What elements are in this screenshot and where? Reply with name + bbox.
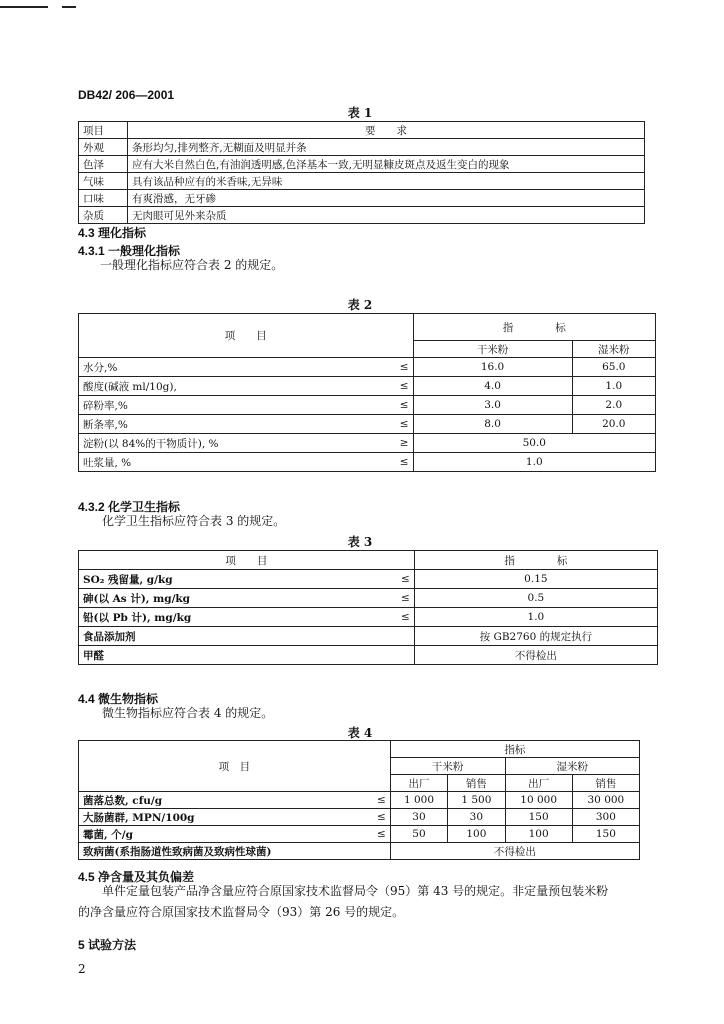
table-cell: 按 GB2760 的规定执行 — [414, 627, 657, 646]
table-cell: 水分,% — [79, 358, 391, 377]
table4-header-indicator: 指标 — [390, 741, 639, 758]
table-cell — [392, 646, 415, 665]
table-cell: 150 — [505, 809, 572, 826]
table2-caption: 表 2 — [347, 298, 373, 312]
table-cell: 2.0 — [572, 396, 655, 415]
section-4-3-2-heading: 4.3.2 化学卫生指标 — [78, 500, 181, 514]
table4-caption: 表 4 — [347, 726, 373, 740]
table3-header-indicator: 指 标 — [414, 551, 657, 570]
table-cell: 0.15 — [414, 570, 657, 589]
table-cell: 出厂 — [505, 775, 572, 792]
table-cell: ≤ — [368, 826, 391, 843]
table-cell: 有爽滑感，无牙碜 — [128, 190, 645, 207]
table4-header-item: 项 目 — [79, 741, 391, 792]
table-cell: 65.0 — [572, 358, 655, 377]
table-cell: ≤ — [368, 792, 391, 809]
table-cell: 断条率,% — [79, 415, 391, 434]
table-cell: 杂质 — [79, 207, 128, 224]
table-cell: 150 — [572, 826, 639, 843]
table-cell: 甲醛 — [79, 646, 392, 665]
table-cell: 50 — [390, 826, 447, 843]
table-cell: ≤ — [392, 570, 415, 589]
section-4-5-line1: 单件定量包装产品净含量应符合原国家技术监督局令（95）第 43 号的规定。非定量预包装米粉 — [102, 884, 609, 898]
table1-header-item: 项目 — [79, 122, 128, 139]
table-cell: 0.5 — [414, 589, 657, 608]
table-cell: 气味 — [79, 173, 128, 190]
section-4-3-2-text: 化学卫生指标应符合表 3 的规定。 — [102, 514, 286, 528]
table-cell: 口味 — [79, 190, 128, 207]
doc-number: DB42/ 206—2001 — [78, 88, 175, 102]
table-cell: 30 — [448, 809, 505, 826]
table-cell: 条形均匀,排列整齐,无糊面及明显并条 — [128, 139, 645, 156]
table-cell: 色泽 — [79, 156, 128, 173]
table-cell: 霉菌, 个/g — [79, 826, 368, 843]
table-cell: 100 — [448, 826, 505, 843]
table-cell: 50.0 — [413, 434, 655, 453]
table-row — [79, 377, 656, 396]
table-cell: 食品添加剂 — [79, 627, 392, 646]
section-4-4-text: 微生物指标应符合表 4 的规定。 — [102, 706, 274, 720]
table-cell: 1.0 — [572, 377, 655, 396]
table2-header-wet: 湿米粉 — [572, 341, 655, 358]
table-row — [79, 843, 640, 860]
table4-header-wet: 湿米粉 — [505, 758, 639, 775]
table-row — [79, 396, 656, 415]
table-cell: 30 — [390, 809, 447, 826]
table-cell: 淀粉(以 84%的干物质计), % — [79, 434, 391, 453]
table1 — [78, 121, 645, 224]
table-cell: 10 000 — [505, 792, 572, 809]
section-4-3-1-text: 一般理化指标应符合表 2 的规定。 — [100, 258, 284, 272]
section-4-3-1-heading: 4.3.1 一般理化指标 — [78, 244, 181, 258]
table-row — [79, 173, 645, 190]
table-cell: 16.0 — [413, 358, 572, 377]
table-cell: 无肉眼可见外来杂质 — [128, 207, 645, 224]
table4-header-dry: 干米粉 — [390, 758, 505, 775]
table-row — [79, 809, 640, 826]
table-row — [79, 139, 645, 156]
table-row — [79, 434, 656, 453]
scan-edge-line — [62, 6, 76, 8]
table-cell: 致病菌(系指肠道性致病菌及致病性球菌) — [79, 843, 368, 860]
section-4-3-heading: 4.3 理化指标 — [78, 226, 147, 240]
table-row — [79, 608, 658, 627]
table-cell: 20.0 — [572, 415, 655, 434]
table-cell: 菌落总数, cfu/g — [79, 792, 368, 809]
page-number: 2 — [78, 962, 86, 976]
table-cell: 酸度(碱液 ml/10g), — [79, 377, 391, 396]
table2 — [78, 313, 656, 472]
table-cell: 不得检出 — [414, 646, 657, 665]
table-cell: 1 500 — [448, 792, 505, 809]
table3-header-item: 项 目 — [79, 551, 415, 570]
table1-caption: 表 1 — [347, 106, 373, 120]
table-cell: 销售 — [448, 775, 505, 792]
section-4-5-line2: 的净含量应符合原国家技术监督局令（93）第 26 号的规定。 — [78, 905, 405, 919]
section-4-4-heading: 4.4 微生物指标 — [78, 692, 159, 706]
table3 — [78, 550, 658, 665]
table-row — [79, 826, 640, 843]
table-cell: 大肠菌群, MPN/100g — [79, 809, 368, 826]
table-cell: 1 000 — [390, 792, 447, 809]
table-row — [79, 551, 658, 570]
table-cell: 外观 — [79, 139, 128, 156]
section-4-5-heading: 4.5 净含量及其负偏差 — [78, 870, 195, 884]
table-row — [79, 646, 658, 665]
table-row — [79, 358, 656, 377]
table-cell: ≤ — [391, 415, 414, 434]
table-cell: ≤ — [368, 809, 391, 826]
table3-caption: 表 3 — [347, 535, 373, 549]
table-cell — [392, 627, 415, 646]
table2-header-indicator: 指 标 — [413, 314, 655, 341]
section-5-heading: 5 试验方法 — [78, 938, 137, 952]
table-row — [79, 627, 658, 646]
table-cell: 3.0 — [413, 396, 572, 415]
table-cell: 不得检出 — [390, 843, 639, 860]
table-cell: 30 000 — [572, 792, 639, 809]
table-cell: 应有大米自然白色,有油润透明感,色泽基本一致,无明显糠皮斑点及返生变白的现象 — [128, 156, 645, 173]
table-cell: 碎粉率,% — [79, 396, 391, 415]
table-cell: ≥ — [391, 434, 414, 453]
table-cell: ≤ — [391, 453, 414, 472]
table-row — [79, 741, 640, 758]
table-cell: 300 — [572, 809, 639, 826]
table-cell — [368, 843, 391, 860]
table-row — [79, 570, 658, 589]
table-row — [79, 589, 658, 608]
table-cell: ≤ — [392, 608, 415, 627]
table-cell: 100 — [505, 826, 572, 843]
table-cell: 8.0 — [413, 415, 572, 434]
table-row — [79, 156, 645, 173]
table-cell: ≤ — [391, 358, 414, 377]
table-row — [79, 314, 656, 341]
table2-header-item: 项 目 — [79, 314, 414, 358]
table1-header-req: 要 求 — [128, 122, 645, 139]
table-row — [79, 453, 656, 472]
table-cell: 具有该品种应有的米香味,无异味 — [128, 173, 645, 190]
table-cell: ≤ — [392, 589, 415, 608]
table-cell: 4.0 — [413, 377, 572, 396]
table2-header-dry: 干米粉 — [413, 341, 572, 358]
table-cell: 1.0 — [414, 608, 657, 627]
table-row — [79, 415, 656, 434]
table-cell: 出厂 — [390, 775, 447, 792]
table-cell: 砷(以 As 计), mg/kg — [79, 589, 392, 608]
scan-edge-line — [0, 6, 48, 8]
table-cell: 销售 — [572, 775, 639, 792]
table-cell: SO₂ 残留量, g/kg — [79, 570, 392, 589]
table-cell: ≤ — [391, 377, 414, 396]
table-row — [79, 792, 640, 809]
table-row — [79, 207, 645, 224]
table4 — [78, 740, 640, 860]
table-row — [79, 122, 645, 139]
table-row — [79, 190, 645, 207]
table-cell: 吐浆量, % — [79, 453, 391, 472]
table-cell: ≤ — [391, 396, 414, 415]
table-cell: 铅(以 Pb 计), mg/kg — [79, 608, 392, 627]
table-cell: 1.0 — [413, 453, 655, 472]
